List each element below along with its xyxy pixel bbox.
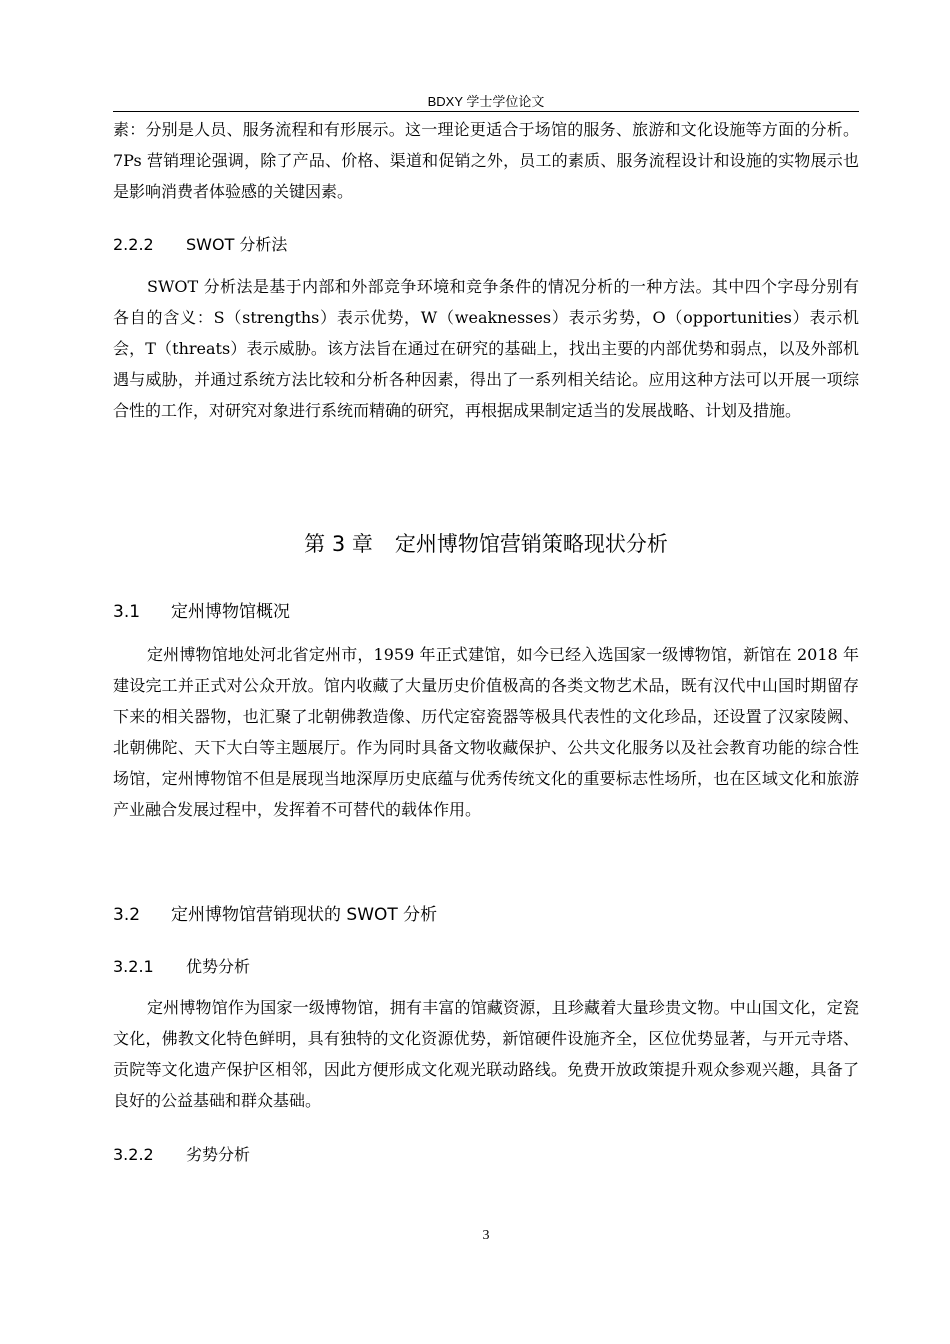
- chapter-heading: [0, 530, 950, 558]
- section-title: SWOT 分析法: [186, 235, 288, 254]
- section-heading-2-2-2: [113, 233, 287, 257]
- section-title: 定州博物馆概况: [171, 602, 290, 622]
- section-title: 定州博物馆营销现状的 SWOT 分析: [171, 905, 438, 925]
- section-number: 3.2.2: [113, 1145, 154, 1164]
- section-heading-3-2-1: [113, 955, 250, 979]
- swot-paragraph: SWOT 分析法是基于内部和外部竞争环境和竞争条件的情况分析的一种方法。其中四个字母分别有各自的含义：S（strengths）表示优势，W（weaknesses）表示劣势，O（opportunities）表示机会，T（threats）表示威胁。该方法旨在通过在研究的基础上，找出主要的内部优势和弱点，以及外部机遇与威胁，并通过系统方法比较和分析各种因素，得出了一系列相关结论。应用这种方法可以开展一项综合性的工作，对研究对象进行系统而精确的研究，再根据成果制定适当的发展战略、计划及措施。: [113, 277, 859, 420]
- overview-paragraph: 定州博物馆地处河北省定州市，1959 年正式建馆，如今已经入选国家一级博物馆，新馆在 2018 年建设完工并正式对公众开放。馆内收藏了大量历史价值极高的各类文物艺术品，既有汉代中山国时期留存下来的相关器物，也汇聚了北朝佛教造像、历代定窑瓷器等极具代表性的文化珍品，还设置了汉家陵阙、北朝佛陀、天下大白等主题展厅。作为同时具备文物收藏保护、公共文化服务以及社会教育功能的综合性场馆，定州博物馆不但是展现当地深厚历史底蕴与优秀传统文化的重要标志性场所，也在区域文化和旅游产业融合发展过程中，发挥着不可替代的载体作用。: [113, 645, 859, 819]
- section-number: 3.2: [113, 905, 141, 925]
- running-header: BDXY 学士学位论文: [427, 94, 545, 109]
- chapter-number: 第 3 章: [304, 532, 373, 556]
- page-number: 3: [482, 1228, 490, 1243]
- chapter-title: 定州博物馆营销策略现状分析: [394, 532, 668, 556]
- intro-paragraph: 素：分别是人员、服务流程和有形展示。这一理论更适合于场馆的服务、旅游和文化设施等方面的分析。7Ps 营销理论强调，除了产品、价格、渠道和促销之外，员工的素质、服务流程设计和设施的实物展示也是影响消费者体验感的关键因素。: [113, 120, 859, 201]
- section-heading-3-1: [113, 600, 290, 624]
- section-number: 3.2.1: [113, 957, 154, 976]
- section-number: 3.1: [113, 602, 141, 622]
- section-heading-3-2-2: [113, 1143, 250, 1167]
- section-title: 劣势分析: [186, 1145, 251, 1164]
- section-heading-3-2: [113, 903, 437, 927]
- section-number: 2.2.2: [113, 235, 154, 254]
- strengths-paragraph: 定州博物馆作为国家一级博物馆，拥有丰富的馆藏资源，且珍藏着大量珍贵文物。中山国文化，定瓷文化，佛教文化特色鲜明，具有独特的文化资源优势，新馆硬件设施齐全，区位优势显著，与开元寺塔、贡院等文化遗产保护区相邻，因此方便形成文化观光联动路线。免费开放政策提升观众参观兴趣，具备了良好的公益基础和群众基础。: [113, 998, 859, 1110]
- header-rule: [113, 111, 859, 112]
- section-title: 优势分析: [186, 957, 251, 976]
